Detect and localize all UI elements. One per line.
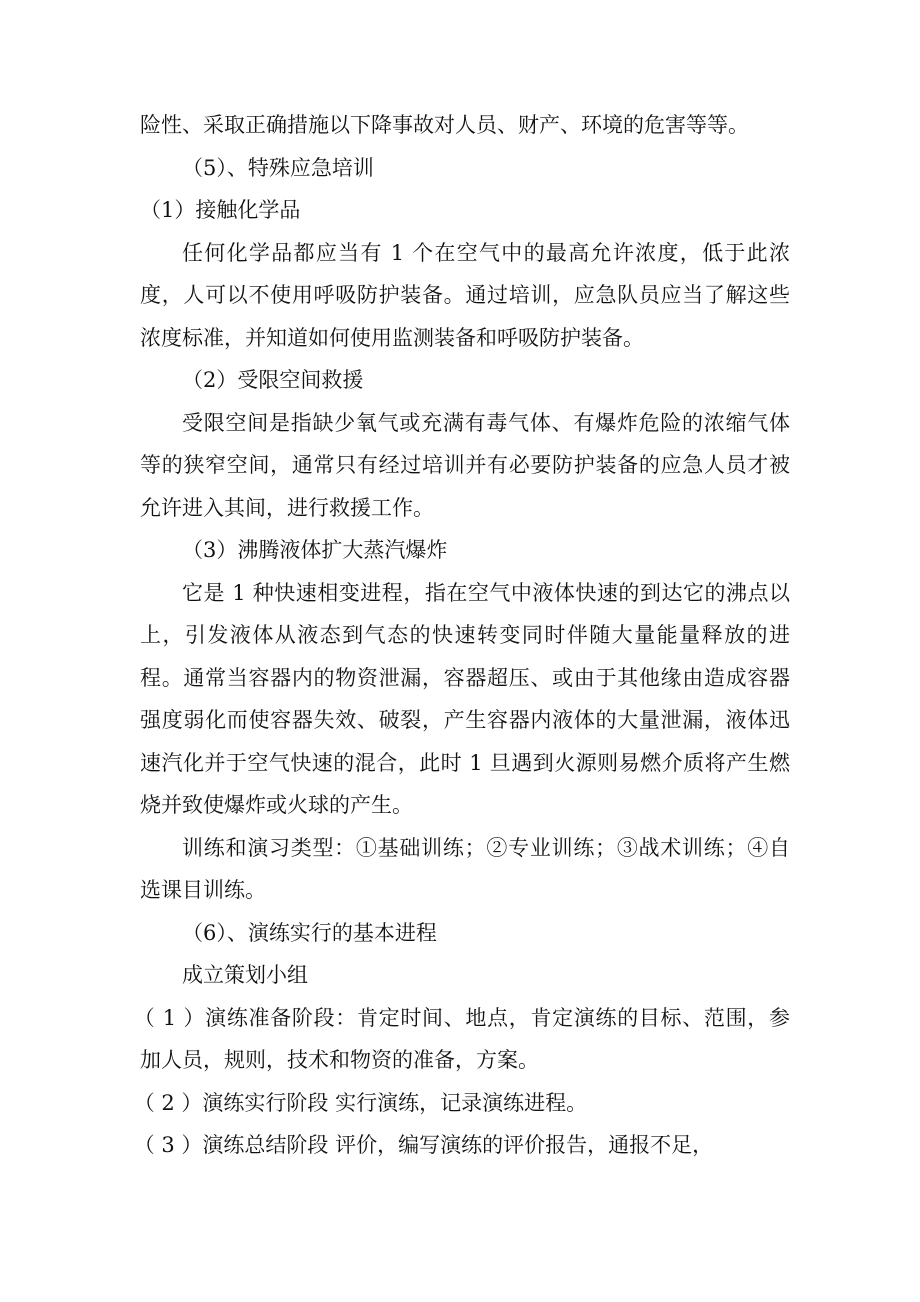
continuation-paragraph: 险性、采取正确措施以下降事故对人员、财产、环境的危害等等。 [140, 113, 749, 137]
body-paragraph-confined-space: 受限空间是指缺少氧气或充满有毒气体、有爆炸危险的浓缩气体等的狭窄空间，通常只有经过培训并有必要防护装备的应急人员才被允许进入其间，进行救援工作。 [140, 410, 790, 520]
heading-planning-group: 成立策划小组 [182, 963, 308, 987]
body-paragraph-bleve: 它是 1 种快速相变进程，指在空气中液体快速的到达它的沸点以上，引发液体从液态到气态的快速转变同时伴随大量能量释放的进程。通常当容器内的物资泄漏，容器超压、或由于其他缘由造成容器强度弱化而使容器失效、破裂，产生容器内液体的大量泄漏，液体迅速汽化并于空气快速的混合，此时 1 旦遇到火源则易燃介质将产生燃烧并致使爆炸或火球的产生。 [140, 580, 790, 817]
subheading-chemicals: （1）接触化学品 [140, 198, 301, 222]
section-heading-drill-process: （6）、演练实行的基本进程 [182, 920, 437, 945]
step-preparation-stage: （ 1 ）演练准备阶段：肯定时间、地点，肯定演练的目标、范围，参加人员，规则，技术和物资的准备，方案。 [133, 1005, 790, 1072]
subheading-confined-space: （2）受限空间救援 [182, 368, 364, 392]
body-paragraph-chemicals: 任何化学品都应当有 1 个在空气中的最高允许浓度，低于此浓度，人可以不使用呼吸防护装备。通过培训，应急队员应当了解这些浓度标准，并知道如何使用监测装备和呼吸防护装备。 [140, 240, 790, 350]
section-heading-special-training: （5）、特殊应急培训 [182, 155, 374, 180]
step-summary-stage: （ 3 ）演练总结阶段 评价，编写演练的评价报告，通报不足， [133, 1133, 714, 1157]
document-body [133, 104, 790, 1167]
subheading-bleve: （3）沸腾液体扩大蒸汽爆炸 [182, 538, 448, 562]
step-implementation-stage: （ 2 ）演练实行阶段 实行演练，记录演练进程。 [133, 1090, 588, 1115]
body-paragraph-training-types: 训练和演习类型：①基础训练；②专业训练；③战术训练；④自选课目训练。 [140, 835, 790, 902]
